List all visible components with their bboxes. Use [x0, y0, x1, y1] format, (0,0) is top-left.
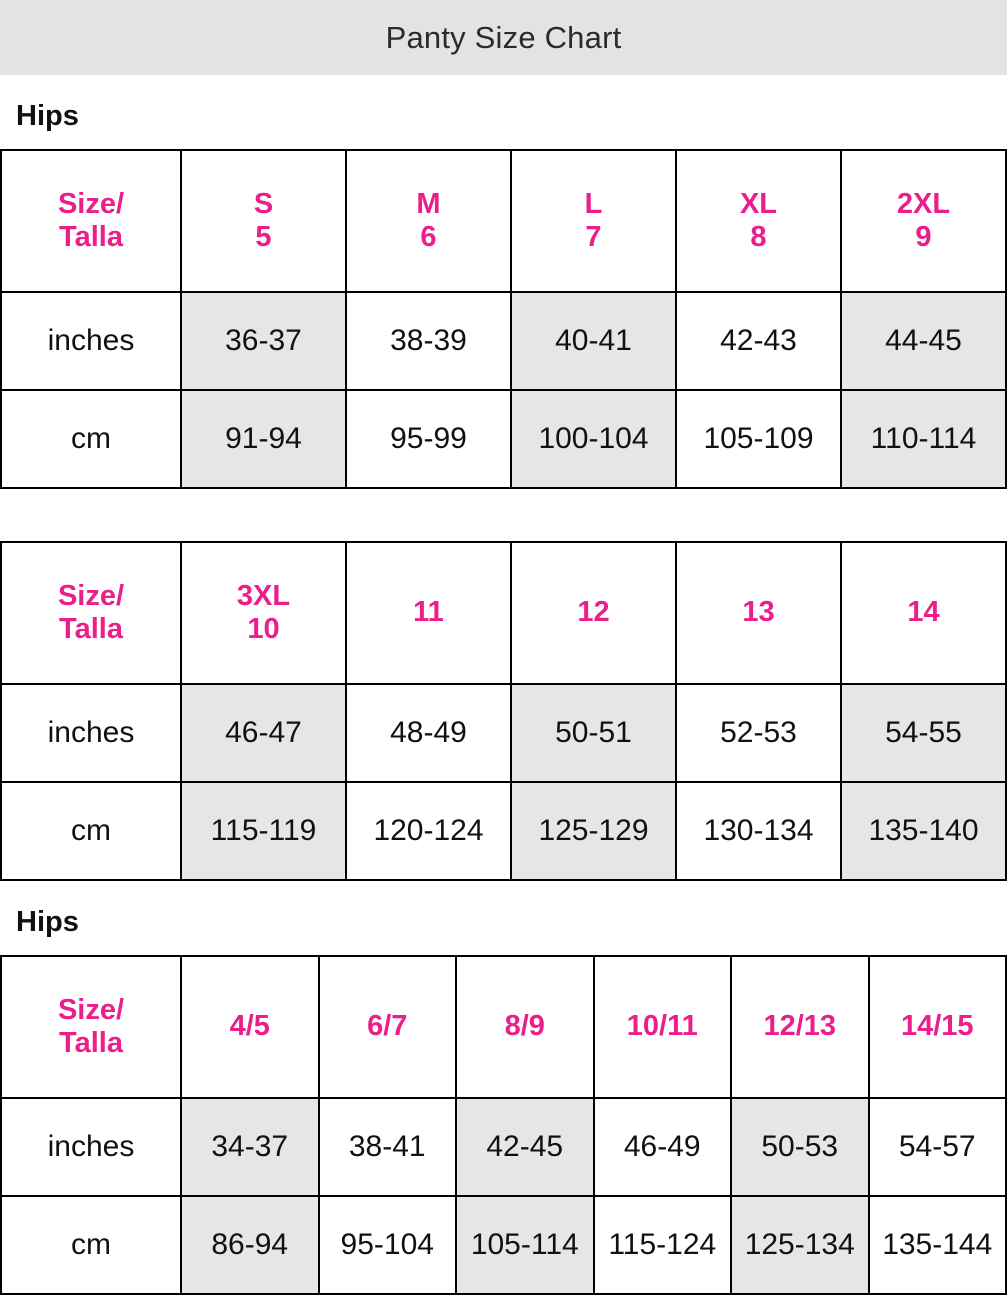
cell-inches-12: 50-51 [511, 684, 676, 782]
table-spacer [0, 489, 1007, 541]
section-heading-hips-1: Hips [16, 100, 79, 132]
cell-cm-xl: 105-109 [676, 390, 841, 488]
row-label-inches: inches [1, 1098, 181, 1196]
cell-cm-l: 100-104 [511, 390, 676, 488]
header-cell-s: S 5 [181, 150, 346, 292]
table-row [1, 1196, 1006, 1294]
cell-inches-m: 38-39 [346, 292, 511, 390]
cell-inches-14: 54-55 [841, 684, 1006, 782]
row-label-inches: inches [1, 292, 181, 390]
header-size-label: Size/ Talla [1, 150, 181, 292]
table-header-row [1, 956, 1006, 1098]
page-title: Panty Size Chart [385, 19, 622, 55]
header-cell-12: 12 [511, 542, 676, 684]
size-table-3 [0, 955, 1007, 1295]
header-cell-8-9: 8/9 [456, 956, 594, 1098]
table-row [1, 684, 1006, 782]
cell-inches-l: 40-41 [511, 292, 676, 390]
table-row [1, 390, 1006, 488]
table-header-row [1, 542, 1006, 684]
cell-cm-2xl: 110-114 [841, 390, 1006, 488]
cell-cm-m: 95-99 [346, 390, 511, 488]
cell-inches-12-13: 50-53 [731, 1098, 869, 1196]
cell-inches-xl: 42-43 [676, 292, 841, 390]
cell-cm-14: 135-140 [841, 782, 1006, 880]
header-cell-3xl: 3XL 10 [181, 542, 346, 684]
size-table-1 [0, 149, 1007, 489]
cell-cm-6-7: 95-104 [319, 1196, 457, 1294]
header-cell-4-5: 4/5 [181, 956, 319, 1098]
header-cell-12-13: 12/13 [731, 956, 869, 1098]
header-cell-xl: XL 8 [676, 150, 841, 292]
header-cell-14-15: 14/15 [869, 956, 1007, 1098]
cell-cm-s: 91-94 [181, 390, 346, 488]
table-row [1, 782, 1006, 880]
cell-inches-s: 36-37 [181, 292, 346, 390]
cell-cm-8-9: 105-114 [456, 1196, 594, 1294]
header-cell-2xl: 2XL 9 [841, 150, 1006, 292]
header-cell-6-7: 6/7 [319, 956, 457, 1098]
header-cell-l: L 7 [511, 150, 676, 292]
row-label-cm: cm [1, 390, 181, 488]
table-row [1, 1098, 1006, 1196]
cell-inches-4-5: 34-37 [181, 1098, 319, 1196]
cell-inches-14-15: 54-57 [869, 1098, 1007, 1196]
row-label-cm: cm [1, 1196, 181, 1294]
cell-cm-12-13: 125-134 [731, 1196, 869, 1294]
size-table-2 [0, 541, 1007, 881]
cell-inches-13: 52-53 [676, 684, 841, 782]
cell-cm-4-5: 86-94 [181, 1196, 319, 1294]
cell-inches-11: 48-49 [346, 684, 511, 782]
title-bar [0, 0, 1007, 75]
header-cell-14: 14 [841, 542, 1006, 684]
cell-cm-3xl: 115-119 [181, 782, 346, 880]
cell-inches-2xl: 44-45 [841, 292, 1006, 390]
cell-inches-6-7: 38-41 [319, 1098, 457, 1196]
cell-inches-8-9: 42-45 [456, 1098, 594, 1196]
cell-cm-13: 130-134 [676, 782, 841, 880]
section-heading-hips-2: Hips [16, 906, 79, 938]
header-size-label: Size/ Talla [1, 956, 181, 1098]
row-label-cm: cm [1, 782, 181, 880]
header-cell-13: 13 [676, 542, 841, 684]
cell-cm-12: 125-129 [511, 782, 676, 880]
header-cell-11: 11 [346, 542, 511, 684]
cell-cm-14-15: 135-144 [869, 1196, 1007, 1294]
row-label-inches: inches [1, 684, 181, 782]
header-cell-10-11: 10/11 [594, 956, 732, 1098]
cell-inches-10-11: 46-49 [594, 1098, 732, 1196]
table-header-row [1, 150, 1006, 292]
cell-cm-11: 120-124 [346, 782, 511, 880]
header-size-label: Size/ Talla [1, 542, 181, 684]
cell-inches-3xl: 46-47 [181, 684, 346, 782]
cell-cm-10-11: 115-124 [594, 1196, 732, 1294]
header-cell-m: M 6 [346, 150, 511, 292]
table-row [1, 292, 1006, 390]
